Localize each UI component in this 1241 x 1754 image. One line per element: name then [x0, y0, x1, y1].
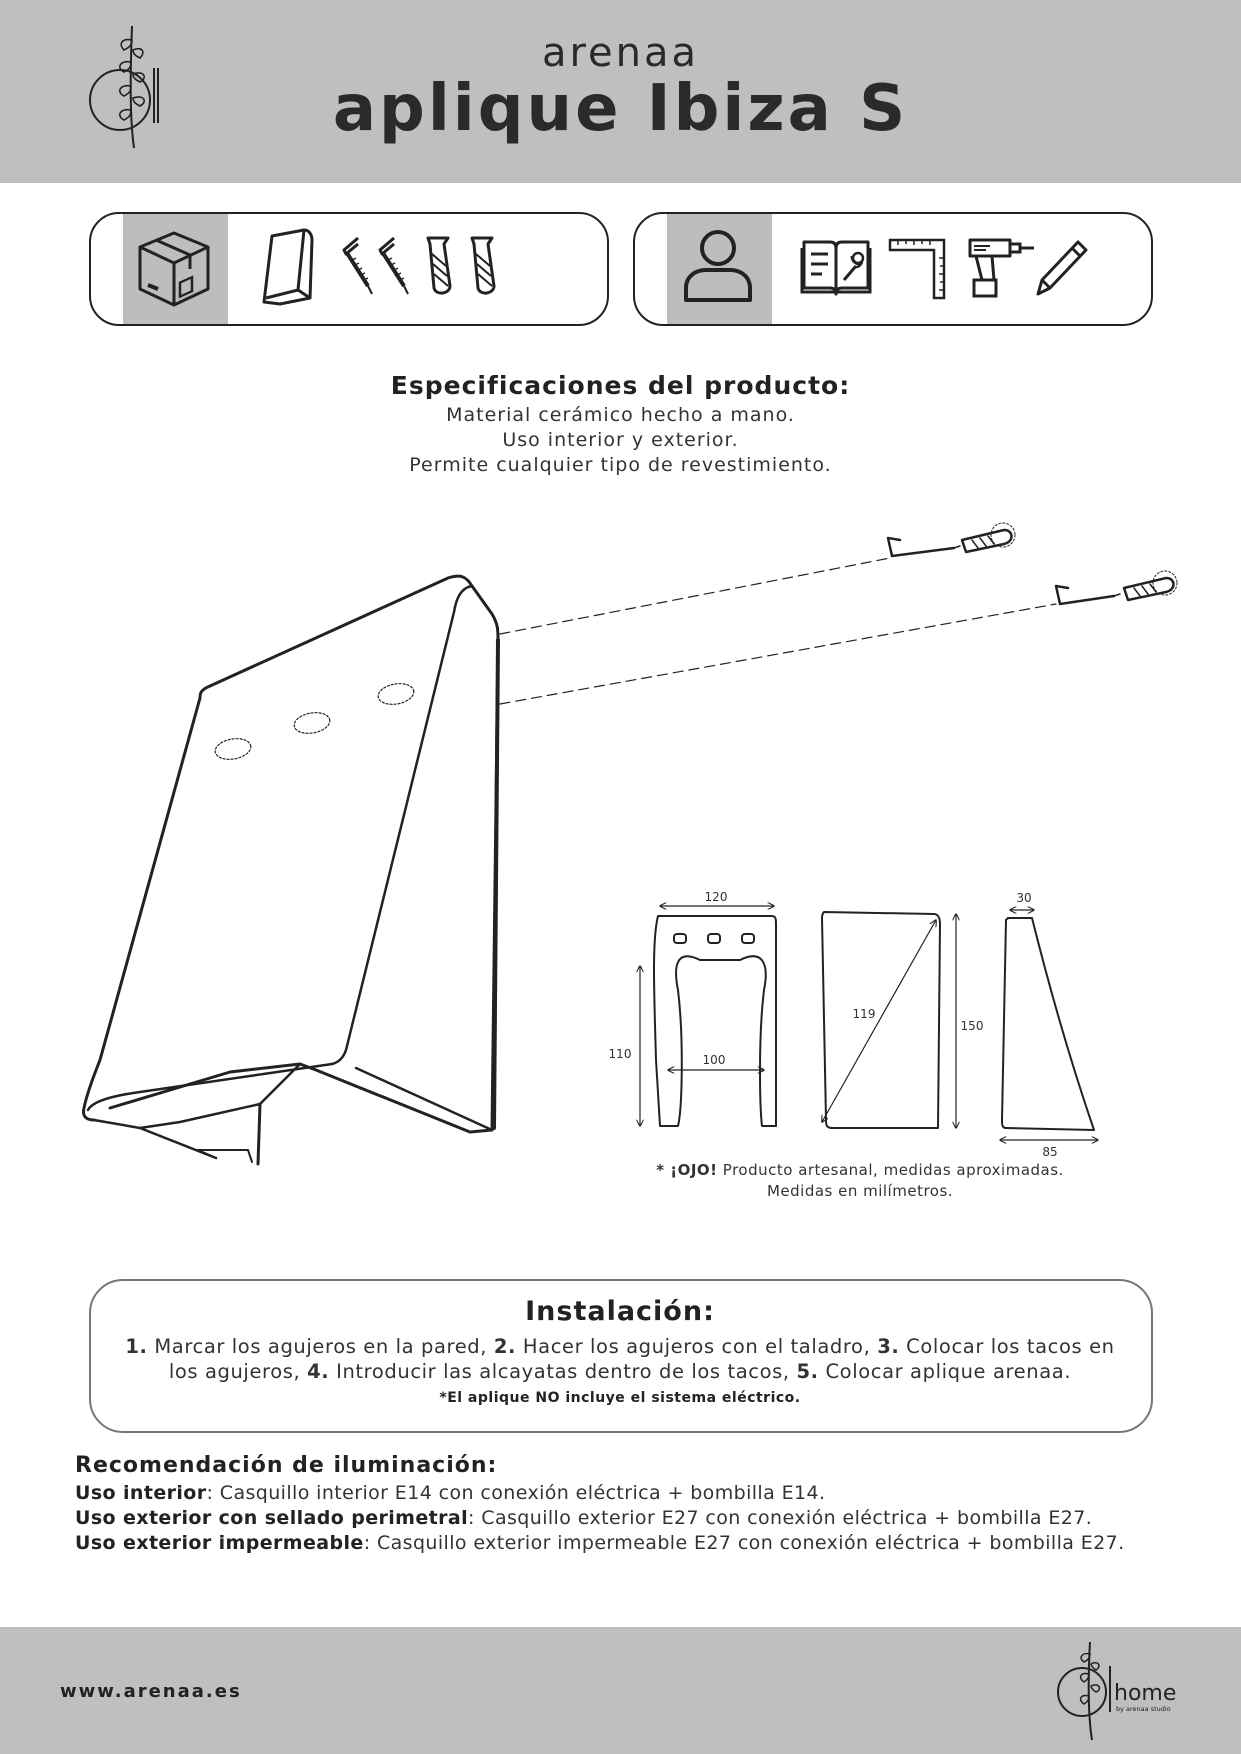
recommendation-label: Uso interior [75, 1482, 207, 1504]
power-drill-icon [966, 236, 1036, 300]
dim-front-inner-width: 100 [702, 1053, 726, 1067]
step-number: 3. [877, 1335, 900, 1358]
recommendation-label: Uso exterior impermeable [75, 1532, 364, 1554]
page-title: aplique Ibiza S [332, 72, 909, 146]
recommendation-text: : Casquillo exterior E27 con conexión eléctrica + bombilla E27. [468, 1507, 1093, 1529]
step-number: 5. [796, 1360, 819, 1383]
step-text: Introducir las alcayatas dentro de los tacos, [329, 1360, 797, 1383]
recommendation-line [75, 1532, 1125, 1554]
step-number: 2. [493, 1335, 517, 1358]
step-text: Marcar los agujeros en la pared, [147, 1335, 494, 1358]
logo-home-text: home [1114, 1681, 1177, 1706]
dim-front-width: 120 [704, 890, 728, 904]
installation-steps [110, 1334, 1130, 1384]
recommendation-line [75, 1507, 1092, 1529]
dim-profile-top: 30 [1016, 891, 1032, 905]
installation-note: *El aplique NO incluye el sistema eléctrico. [439, 1390, 801, 1406]
package-box-icon [134, 223, 214, 311]
dim-side-diagonal: 119 [852, 1007, 876, 1021]
website-link[interactable]: www.arenaa.es [60, 1681, 242, 1702]
artisan-note [600, 1161, 1120, 1179]
wall-plug-icon [422, 234, 458, 298]
units-note: Medidas en milímetros. [766, 1182, 954, 1200]
recommendation-text: : Casquillo exterior impermeable E27 con conexión eléctrica + bombilla E27. [363, 1532, 1125, 1554]
home-logo-icon [1052, 1636, 1182, 1746]
recommendation-text: : Casquillo interior E14 con conexión eléctrica + bombilla E14. [206, 1482, 826, 1504]
pencil-icon [1034, 238, 1090, 298]
spec-line: Material cerámico hecho a mano. [446, 404, 795, 426]
person-icon [680, 226, 756, 306]
spec-line: Permite cualquier tipo de revestimiento. [409, 454, 832, 476]
ceramic-wall-lamp-icon [258, 226, 318, 308]
step-number: 1. [125, 1335, 148, 1358]
dim-profile-bottom: 85 [1042, 1145, 1058, 1159]
recommendation-line [75, 1482, 825, 1504]
artisan-note-text: Producto artesanal, medidas aproximadas. [717, 1161, 1064, 1179]
dimension-drawings [600, 880, 1120, 1160]
set-square-ruler-icon [888, 238, 946, 300]
spec-line: Uso interior y exterior. [502, 429, 739, 451]
l-hook-screw-icon [338, 234, 378, 298]
recommendation-label: Uso exterior con sellado perimetral [75, 1507, 469, 1529]
installation-title: Instalación: [525, 1296, 715, 1327]
wall-plug-icon [466, 234, 502, 298]
dim-front-height: 110 [608, 1047, 632, 1061]
artisan-note-bold: * ¡OJO! [656, 1161, 718, 1179]
brand-name: arenaa [541, 30, 700, 76]
dim-side-height: 150 [960, 1019, 984, 1033]
step-text: Hacer los agujeros con el taladro, [516, 1335, 878, 1358]
step-number: 4. [307, 1360, 330, 1383]
l-hook-screw-icon [374, 234, 414, 298]
manual-book-icon [800, 236, 872, 298]
specs-title: Especificaciones del producto: [390, 371, 851, 400]
recommendation-title: Recomendación de iluminación: [75, 1453, 498, 1478]
logo-subtext: by arenaa studio [1116, 1705, 1171, 1713]
step-text: Colocar aplique arenaa. [818, 1360, 1072, 1383]
step-text: Colocar los tacos en los agujeros, [168, 1335, 1115, 1383]
